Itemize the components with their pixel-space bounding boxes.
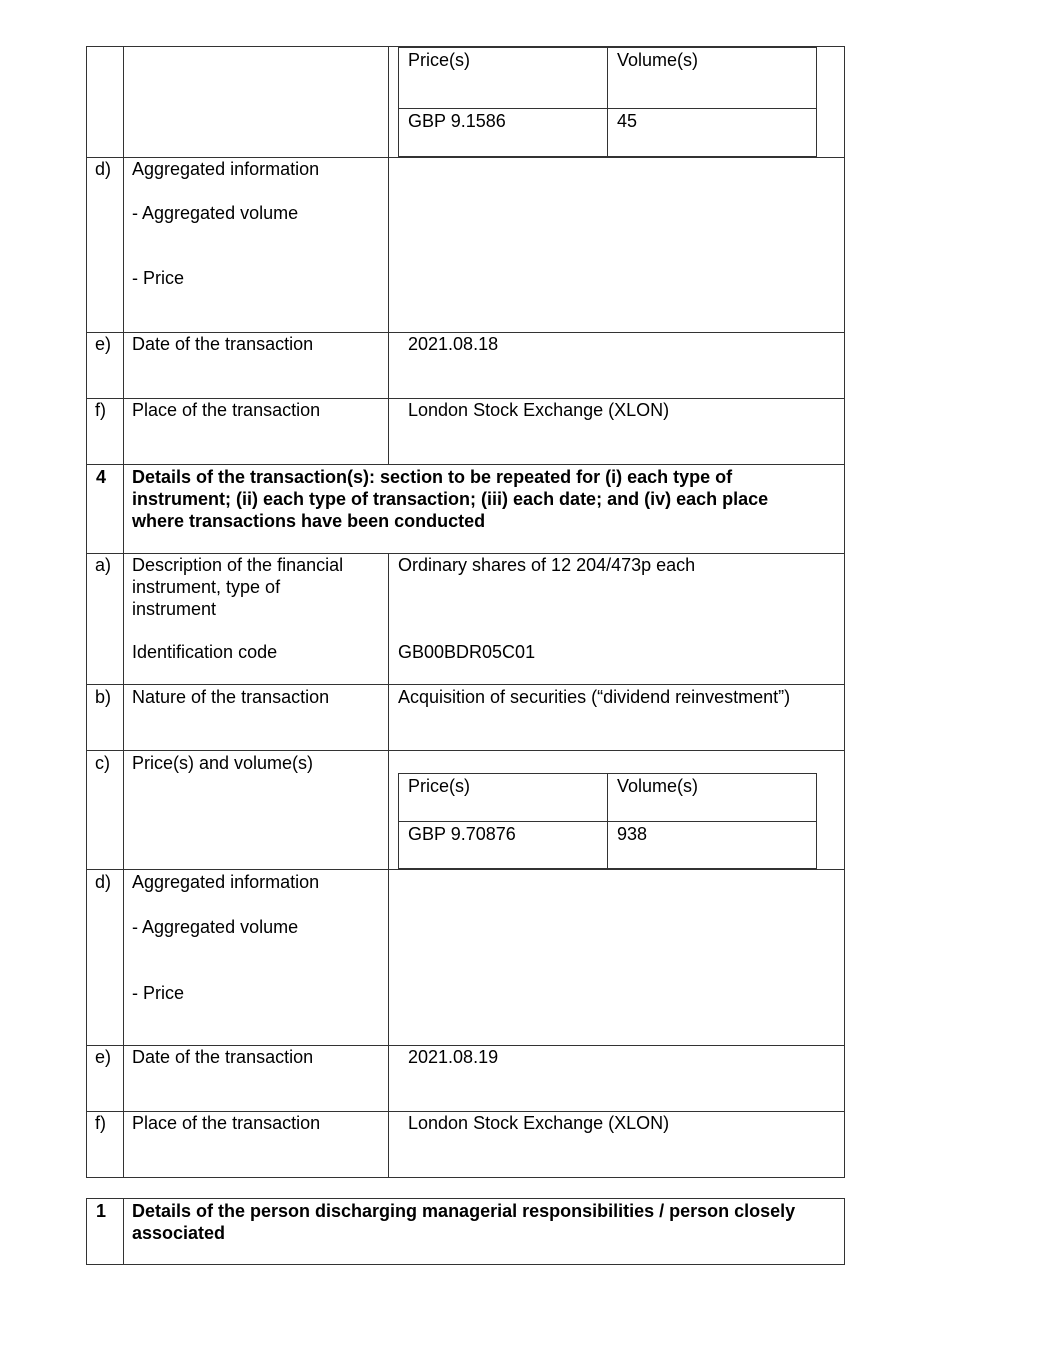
row-letter: f)	[95, 1113, 106, 1133]
price-header: Price(s)	[408, 776, 470, 796]
row-letter: b)	[95, 687, 112, 707]
identification-code-value: GB00BDR05C01	[398, 642, 536, 662]
place-label: Place of the transaction	[132, 1113, 321, 1133]
table-rule	[816, 773, 817, 869]
nature-label: Nature of the transaction	[132, 687, 330, 707]
price-value: GBP 9.1586	[408, 111, 506, 131]
label-column-divider	[388, 553, 389, 1178]
section-heading: instrument; (ii) each type of transaction; (iii) each date; and (iv) each place	[132, 489, 769, 509]
table-border-left	[86, 46, 87, 1178]
section-heading: Details of the transaction(s): section to be repeated for (i) each type of	[132, 467, 733, 487]
instrument-description-value: Ordinary shares of 12 204/473p each	[398, 555, 696, 575]
row-rule	[86, 750, 845, 751]
identification-code-label: Identification code	[132, 642, 278, 662]
table-rule	[816, 47, 817, 157]
row-letter: a)	[95, 555, 112, 575]
letter-column-divider	[123, 1198, 124, 1265]
aggregated-info-label: Aggregated information	[132, 159, 320, 179]
volume-value: 45	[617, 111, 638, 131]
section-heading: associated	[132, 1223, 226, 1243]
place-label: Place of the transaction	[132, 400, 321, 420]
section-heading: where transactions have been conducted	[132, 511, 486, 531]
row-rule	[86, 684, 845, 685]
price-header: Price(s)	[408, 50, 470, 70]
date-value: 2021.08.18	[408, 334, 499, 354]
table-border-right	[844, 1198, 845, 1265]
volume-header: Volume(s)	[617, 776, 699, 796]
row-rule	[86, 1264, 845, 1265]
aggregated-volume-label: - Aggregated volume	[132, 917, 299, 937]
aggregated-info-label: Aggregated information	[132, 872, 320, 892]
row-letter: f)	[95, 400, 106, 420]
price-label: - Price	[132, 268, 185, 288]
volume-header: Volume(s)	[617, 50, 699, 70]
table-rule	[607, 47, 608, 157]
table-border-left	[86, 1198, 87, 1265]
section-heading: Details of the person discharging managerial responsibilities / person closely	[132, 1201, 796, 1221]
price-volume-label: Price(s) and volume(s)	[132, 753, 314, 773]
place-value: London Stock Exchange (XLON)	[408, 1113, 670, 1133]
letter-column-divider	[123, 46, 124, 1178]
row-rule	[86, 869, 845, 870]
volume-value: 938	[617, 824, 648, 844]
place-value: London Stock Exchange (XLON)	[408, 400, 670, 420]
date-label: Date of the transaction	[132, 334, 314, 354]
row-letter: c)	[95, 753, 110, 773]
table-border-right	[844, 46, 845, 1178]
instrument-description-label: instrument	[132, 599, 217, 619]
row-letter: e)	[95, 334, 112, 354]
section-number: 4	[96, 467, 107, 487]
instrument-description-label: Description of the financial	[132, 555, 344, 575]
aggregated-volume-label: - Aggregated volume	[132, 203, 299, 223]
nature-value: Acquisition of securities (“dividend reinvestment”)	[398, 687, 791, 707]
table-rule	[607, 773, 608, 869]
row-letter: d)	[95, 872, 112, 892]
row-rule	[86, 1177, 845, 1178]
date-label: Date of the transaction	[132, 1047, 314, 1067]
row-letter: d)	[95, 159, 112, 179]
table-rule	[398, 773, 399, 869]
price-value: GBP 9.70876	[408, 824, 516, 844]
table-rule	[398, 47, 399, 157]
label-column-divider	[388, 46, 389, 465]
date-value: 2021.08.19	[408, 1047, 499, 1067]
price-label: - Price	[132, 983, 185, 1003]
row-rule	[86, 1198, 845, 1199]
row-rule	[86, 464, 845, 465]
row-letter: e)	[95, 1047, 112, 1067]
section-number: 1	[96, 1201, 107, 1221]
instrument-description-label: instrument, type of	[132, 577, 281, 597]
